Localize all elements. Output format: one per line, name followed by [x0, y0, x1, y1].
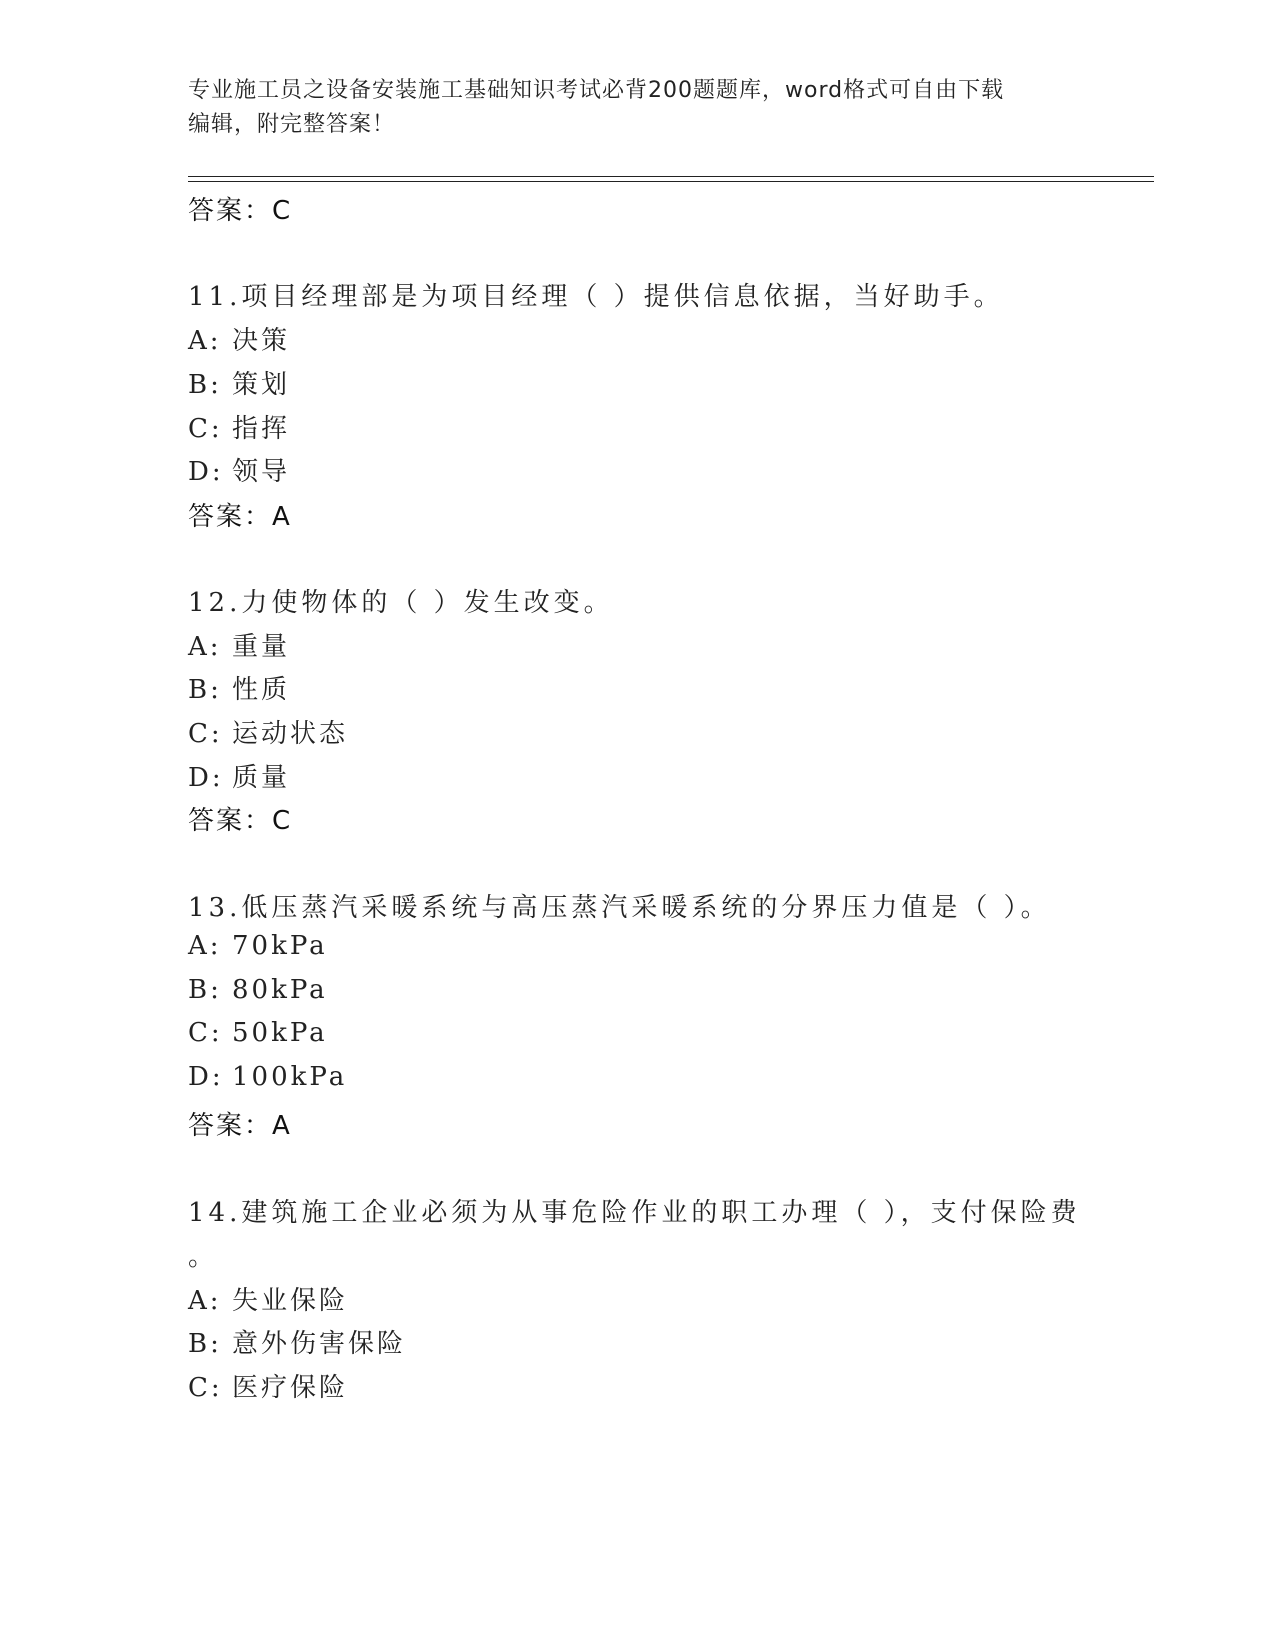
- answer-previous: 答案：C: [188, 196, 293, 226]
- option-text: 质量: [232, 763, 291, 793]
- option-text: 运动状态: [232, 719, 349, 749]
- header-divider-bottom: [188, 181, 1154, 182]
- option-letter: A:: [188, 326, 222, 356]
- option-text: 性质: [232, 675, 291, 705]
- header-divider-top: [188, 176, 1154, 177]
- question-12-answer: 答案：C: [188, 806, 293, 836]
- question-14-option-a: [188, 1280, 348, 1317]
- option-letter: D:: [188, 457, 224, 487]
- header-line-1: 专业施工员之设备安装施工基础知识考试必背200题题库，word格式可自由下载: [188, 78, 1005, 103]
- option-text: 重量: [232, 632, 291, 662]
- option-letter: B:: [188, 975, 222, 1005]
- question-12-text: 12.力使物体的（ ）发生改变。: [188, 588, 614, 618]
- question-11-option-a: [188, 320, 290, 357]
- question-11-option-c: [188, 408, 290, 445]
- question-11-option-b: [188, 364, 290, 401]
- option-letter: A:: [188, 931, 222, 961]
- question-11-text: 11.项目经理部是为项目经理（ ）提供信息依据，当好助手。: [188, 282, 1004, 312]
- question-11-answer: 答案：A: [188, 502, 292, 532]
- header-line-2: 编辑，附完整答案！: [188, 112, 396, 137]
- option-text: 100kPa: [232, 1062, 348, 1092]
- question-12-option-c: [188, 713, 348, 750]
- option-letter: A:: [188, 1286, 222, 1316]
- option-text: 意外伤害保险: [232, 1329, 407, 1359]
- option-letter: C:: [188, 1373, 223, 1403]
- option-letter: B:: [188, 675, 222, 705]
- option-text: 医疗保险: [232, 1373, 349, 1403]
- question-12-option-b: [188, 669, 290, 706]
- option-text: 决策: [232, 326, 291, 356]
- question-14-option-b: [188, 1323, 406, 1360]
- option-letter: B:: [188, 370, 222, 400]
- document-header: [188, 74, 1068, 142]
- option-text: 领导: [232, 457, 291, 487]
- question-12-option-d: [188, 757, 290, 794]
- question-13-option-b: [188, 975, 328, 1005]
- option-text: 70kPa: [232, 931, 328, 961]
- option-letter: A:: [188, 632, 222, 662]
- option-text: 策划: [232, 370, 291, 400]
- option-text: 指挥: [232, 414, 291, 444]
- option-text: 失业保险: [232, 1286, 349, 1316]
- option-letter: C:: [188, 1018, 223, 1048]
- option-letter: C:: [188, 719, 223, 749]
- option-letter: D:: [188, 763, 224, 793]
- question-13-option-a: [188, 931, 328, 961]
- question-14-text-line-1: 14.建筑施工企业必须为从事危险作业的职工办理（ ），支付保险费: [188, 1198, 1081, 1228]
- option-letter: D:: [188, 1062, 224, 1092]
- option-text: 80kPa: [232, 975, 328, 1005]
- option-letter: B:: [188, 1329, 222, 1359]
- question-13-text: 13.低压蒸汽采暖系统与高压蒸汽采暖系统的分界压力值是（ ）。: [188, 893, 1051, 923]
- option-text: 50kPa: [232, 1018, 328, 1048]
- question-13-option-c: [188, 1018, 328, 1048]
- question-14-option-c: [188, 1367, 348, 1404]
- question-14-text-line-2: 。: [188, 1242, 219, 1272]
- question-13-answer: 答案：A: [188, 1111, 292, 1141]
- question-13-option-d: [188, 1062, 347, 1092]
- question-12-option-a: [188, 626, 290, 663]
- question-11-option-d: [188, 451, 290, 488]
- option-letter: C:: [188, 414, 223, 444]
